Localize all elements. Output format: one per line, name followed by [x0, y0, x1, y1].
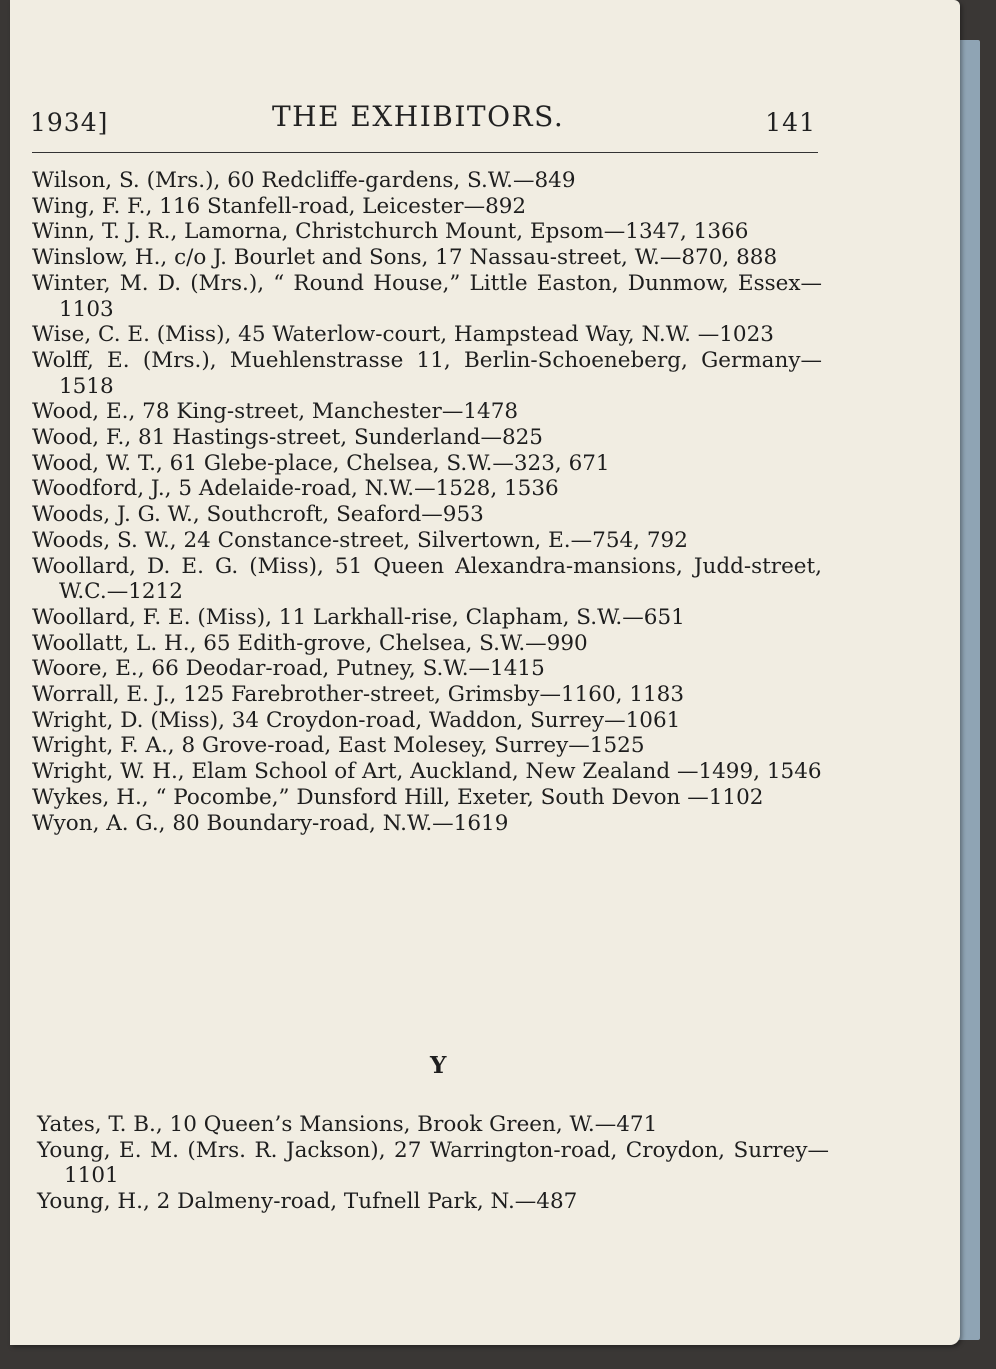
exhibitor-entry: Woollatt, L. H., 65 Edith-grove, Chelsea, S.W.—990 — [32, 630, 588, 656]
book-page — [10, 0, 960, 1345]
exhibitor-entry: Wykes, H., “ Pocombe,” Dunsford Hill, Exeter, South Devon —1102 — [32, 784, 764, 810]
exhibitor-entry: Woodford, J., 5 Adelaide-road, N.W.—1528, 1536 — [32, 476, 559, 502]
header-title: THE EXHIBITORS. — [272, 100, 565, 133]
exhibitor-entry: Yates, T. B., 10 Queen’s Mansions, Brook Green, W.—471 — [37, 1112, 658, 1137]
exhibitor-entry: Wilson, S. (Mrs.), 60 Redcliffe-gardens, S.W.—849 — [32, 168, 576, 193]
exhibitor-entry: Wright, D. (Miss), 34 Croydon-road, Waddon, Surrey—1061 — [32, 707, 681, 733]
exhibitor-entry: Winslow, H., c/o J. Bourlet and Sons, 17 Nassau-street, W.—870, 888 — [32, 245, 778, 271]
exhibitor-list-y — [37, 1112, 829, 1215]
exhibitor-entry: Wood, E., 78 King-street, Manchester—1478 — [32, 399, 519, 425]
header-year: 1934] — [30, 108, 109, 137]
exhibitor-entry: Woollard, F. E. (Miss), 11 Larkhall-rise, Clapham, S.W.—651 — [32, 604, 685, 630]
exhibitor-entry: Wolff, E. (Mrs.), Muehlenstrasse 11, Berlin-Schoeneberg, Germany—1518 — [32, 347, 822, 399]
exhibitor-entry: Young, H., 2 Dalmeny-road, Tufnell Park, N.—487 — [37, 1189, 578, 1215]
exhibitor-entry: Wood, W. T., 61 Glebe-place, Chelsea, S.W.—323, 671 — [32, 450, 610, 476]
exhibitor-entry: Woore, E., 66 Deodar-road, Putney, S.W.—1415 — [32, 656, 545, 682]
exhibitor-list-w — [32, 168, 822, 836]
exhibitor-entry: Woods, J. G. W., Southcroft, Seaford—953 — [32, 502, 484, 528]
exhibitor-entry: Woollard, D. E. G. (Miss), 51 Queen Alexandra-mansions, Judd-street, W.C.—1212 — [32, 553, 822, 605]
exhibitor-entry: Wyon, A. G., 80 Boundary-road, N.W.—1619 — [32, 810, 509, 836]
section-heading-y: Y — [430, 1052, 447, 1079]
header-rule — [32, 152, 818, 153]
exhibitor-entry: Wing, F. F., 116 Stanfell-road, Leicester—892 — [32, 193, 527, 219]
exhibitor-entry: Worrall, E. J., 125 Farebrother-street, Grimsby—1160, 1183 — [32, 682, 685, 708]
exhibitor-entry: Winter, M. D. (Mrs.), “ Round House,” Little Easton, Dunmow, Essex—1103 — [32, 270, 822, 322]
exhibitor-entry: Wise, C. E. (Miss), 45 Waterlow-court, Hampstead Way, N.W. —1023 — [32, 322, 774, 348]
exhibitor-entry: Wood, F., 81 Hastings-street, Sunderland—825 — [32, 425, 543, 451]
page-number: 141 — [765, 108, 816, 137]
exhibitor-entry: Wright, F. A., 8 Grove-road, East Molesey, Surrey—1525 — [32, 733, 645, 759]
running-header — [30, 100, 816, 140]
exhibitor-entry: Woods, S. W., 24 Constance-street, Silvertown, E.—754, 792 — [32, 527, 688, 553]
exhibitor-entry: Winn, T. J. R., Lamorna, Christchurch Mount, Epsom—1347, 1366 — [32, 219, 749, 245]
exhibitor-entry: Young, E. M. (Mrs. R. Jackson), 27 Warrington-road, Croydon, Surrey—1101 — [37, 1137, 829, 1189]
exhibitor-entry: Wright, W. H., Elam School of Art, Auckland, New Zealand —1499, 1546 — [32, 759, 822, 785]
